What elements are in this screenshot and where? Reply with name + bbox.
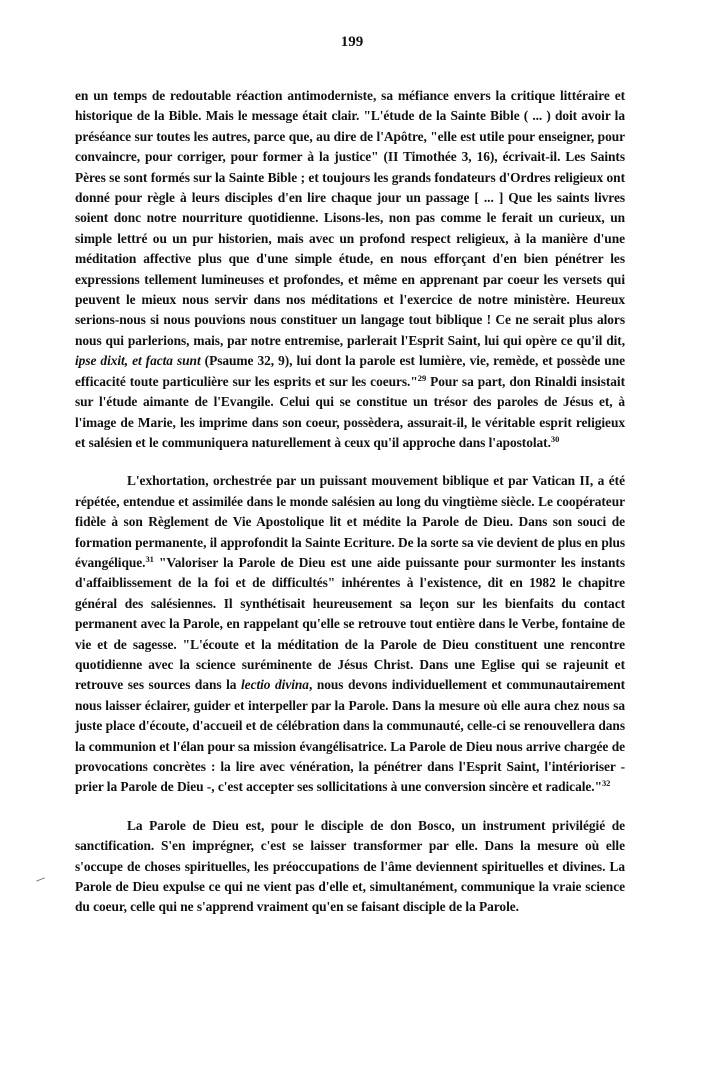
text-run: La Parole de Dieu est, pour le disciple de don Bosco, un instrument privilégié de sanctification. S'en imprégner, c'est se laisser transformer par elle. Dans la mesure où elle s'occupe de choses spirituelles, les préoccupations de l'âme deviennent spirituelles et divines. La Parole de Dieu expulse ce qui ne vient pas d'elle et, simultanément, communique la vraie science du coeur, celle qui ne s'apprend vraiment qu'en se faisant disciple de la Parole. (75, 817, 625, 915)
text-run: (Psaume 32, 9), lui dont la parole est lumière, vie, remède, et possède une efficacité toute particulière sur les esprits et sur les coeurs." (75, 353, 625, 389)
text-run: L'exhortation, orchestrée par un puissant mouvement biblique et par Vatican II, a été répétée, entendue et assimilée dans le monde salésien au long du vingtième siècle. Le coopérateur fidèle à son Règlement de Vie Apostolique lit et médite la Parole de Dieu. Dans son souci de formation permanente, il approfondit la Sainte Ecriture. De la sorte sa vie devient de plus en plus évangélique. (75, 473, 625, 570)
footnote-ref: 29 (417, 372, 427, 383)
margin-pen-mark (36, 877, 45, 881)
text-run: , nous devons individuellement et communautairement nous laisser éclairer, guider et interpeller par la Parole. Dans la mesure où elle aura chez nous sa juste place d'écoute, d'accueil et de célébration dans la communauté, celle-ci se renouvellera dans la communion et l'élan pour sa mission évangélisatrice. La Parole de Dieu nous arrive chargée de provocations concrètes : la lire avec vénération, la pénétrer dans l'Esprit Saint, l'intérioriser - prier la Parole de Dieu -, c'est accepter ses sollicitations à une conversion sincère et radicale." (75, 677, 625, 795)
footnote-ref: 30 (550, 433, 560, 444)
footnote-ref: 32 (601, 778, 611, 789)
text-run: Pour sa part, don Rinaldi insistait sur l'étude aimante de l'Evangile. Celui qui se constitue un trésor des paroles de Jésus et, à l'image de Marie, les imprime dans son coeur, possèdera, assurait-il, le véritable esprit religieux et salésien et le communiquera naturellement à ceux qu'il approche dans l'apostolat. (75, 373, 625, 450)
paragraph (75, 816, 625, 918)
body-text (75, 86, 625, 918)
paragraph (75, 86, 625, 453)
italic-text: ipse dixit, et facta sunt (75, 353, 201, 369)
text-run: en un temps de redoutable réaction antimoderniste, sa méfiance envers la critique littéraire et historique de la Bible. Mais le message était clair. "L'étude de la Sainte Bible ( ... ) doit avoir la préséance sur toutes les autres, parce que, au dire de l'Apôtre, "elle est utile pour enseigner, pour convaincre, pour corriger, pour former à la justice" (II Timothée 3, 16), écrivait-il. Les Saints Pères se sont formés sur la Sainte Bible ; et toujours les grands fondateurs d'Ordres religieux ont donné pour règle à leurs disciples d'en lire chaque jour un passage [ ... ] Que les saints livres soient donc notre nourriture quotidienne. Lisons-les, non pas comme le ferait un curieux, un simple lettré ou un pur historien, mais avec un profond respect religieux, à la manière d'une méditation affective plus que d'une simple étude, en nous efforçant d'en bien pénétrer les expressions tellement lumineuses et profondes, et même en apprenant par coeur les versets qui peuvent le mieux nous servir dans nos méditations et l'exercice de notre ministère. Heureux serions-nous si nous pouvions nous constituer un langage tout biblique ! Ce ne serait plus alors nous qui parlerions, mais, par notre entremise, parlerait l'Esprit Saint, lui qui opère ce qu'il dit, (75, 88, 625, 348)
text-run: "Valoriser la Parole de Dieu est une aide puissante pour surmonter les instants d'affaiblissement de la foi et de difficultés" inhérentes à l'existence, dit en 1982 le chapitre général des salésiennes. Il synthétisait heureusement sa leçon sur les bienfaits du contact permanent avec la Parole, en rappelant qu'elle se retrouve tout entière dans le Verbe, fontaine de vie et de sagesse. "L'écoute et la méditation de la Parole de Dieu constituent une rencontre quotidienne avec la science suréminente de Jésus Christ. Dans une Eglise qui se rajeunit et retrouve ses sources dans la (75, 554, 625, 693)
italic-text: lectio divina (241, 677, 309, 693)
paragraph (75, 471, 625, 798)
page-number: 199 (340, 34, 364, 50)
footnote-ref: 31 (145, 553, 154, 564)
